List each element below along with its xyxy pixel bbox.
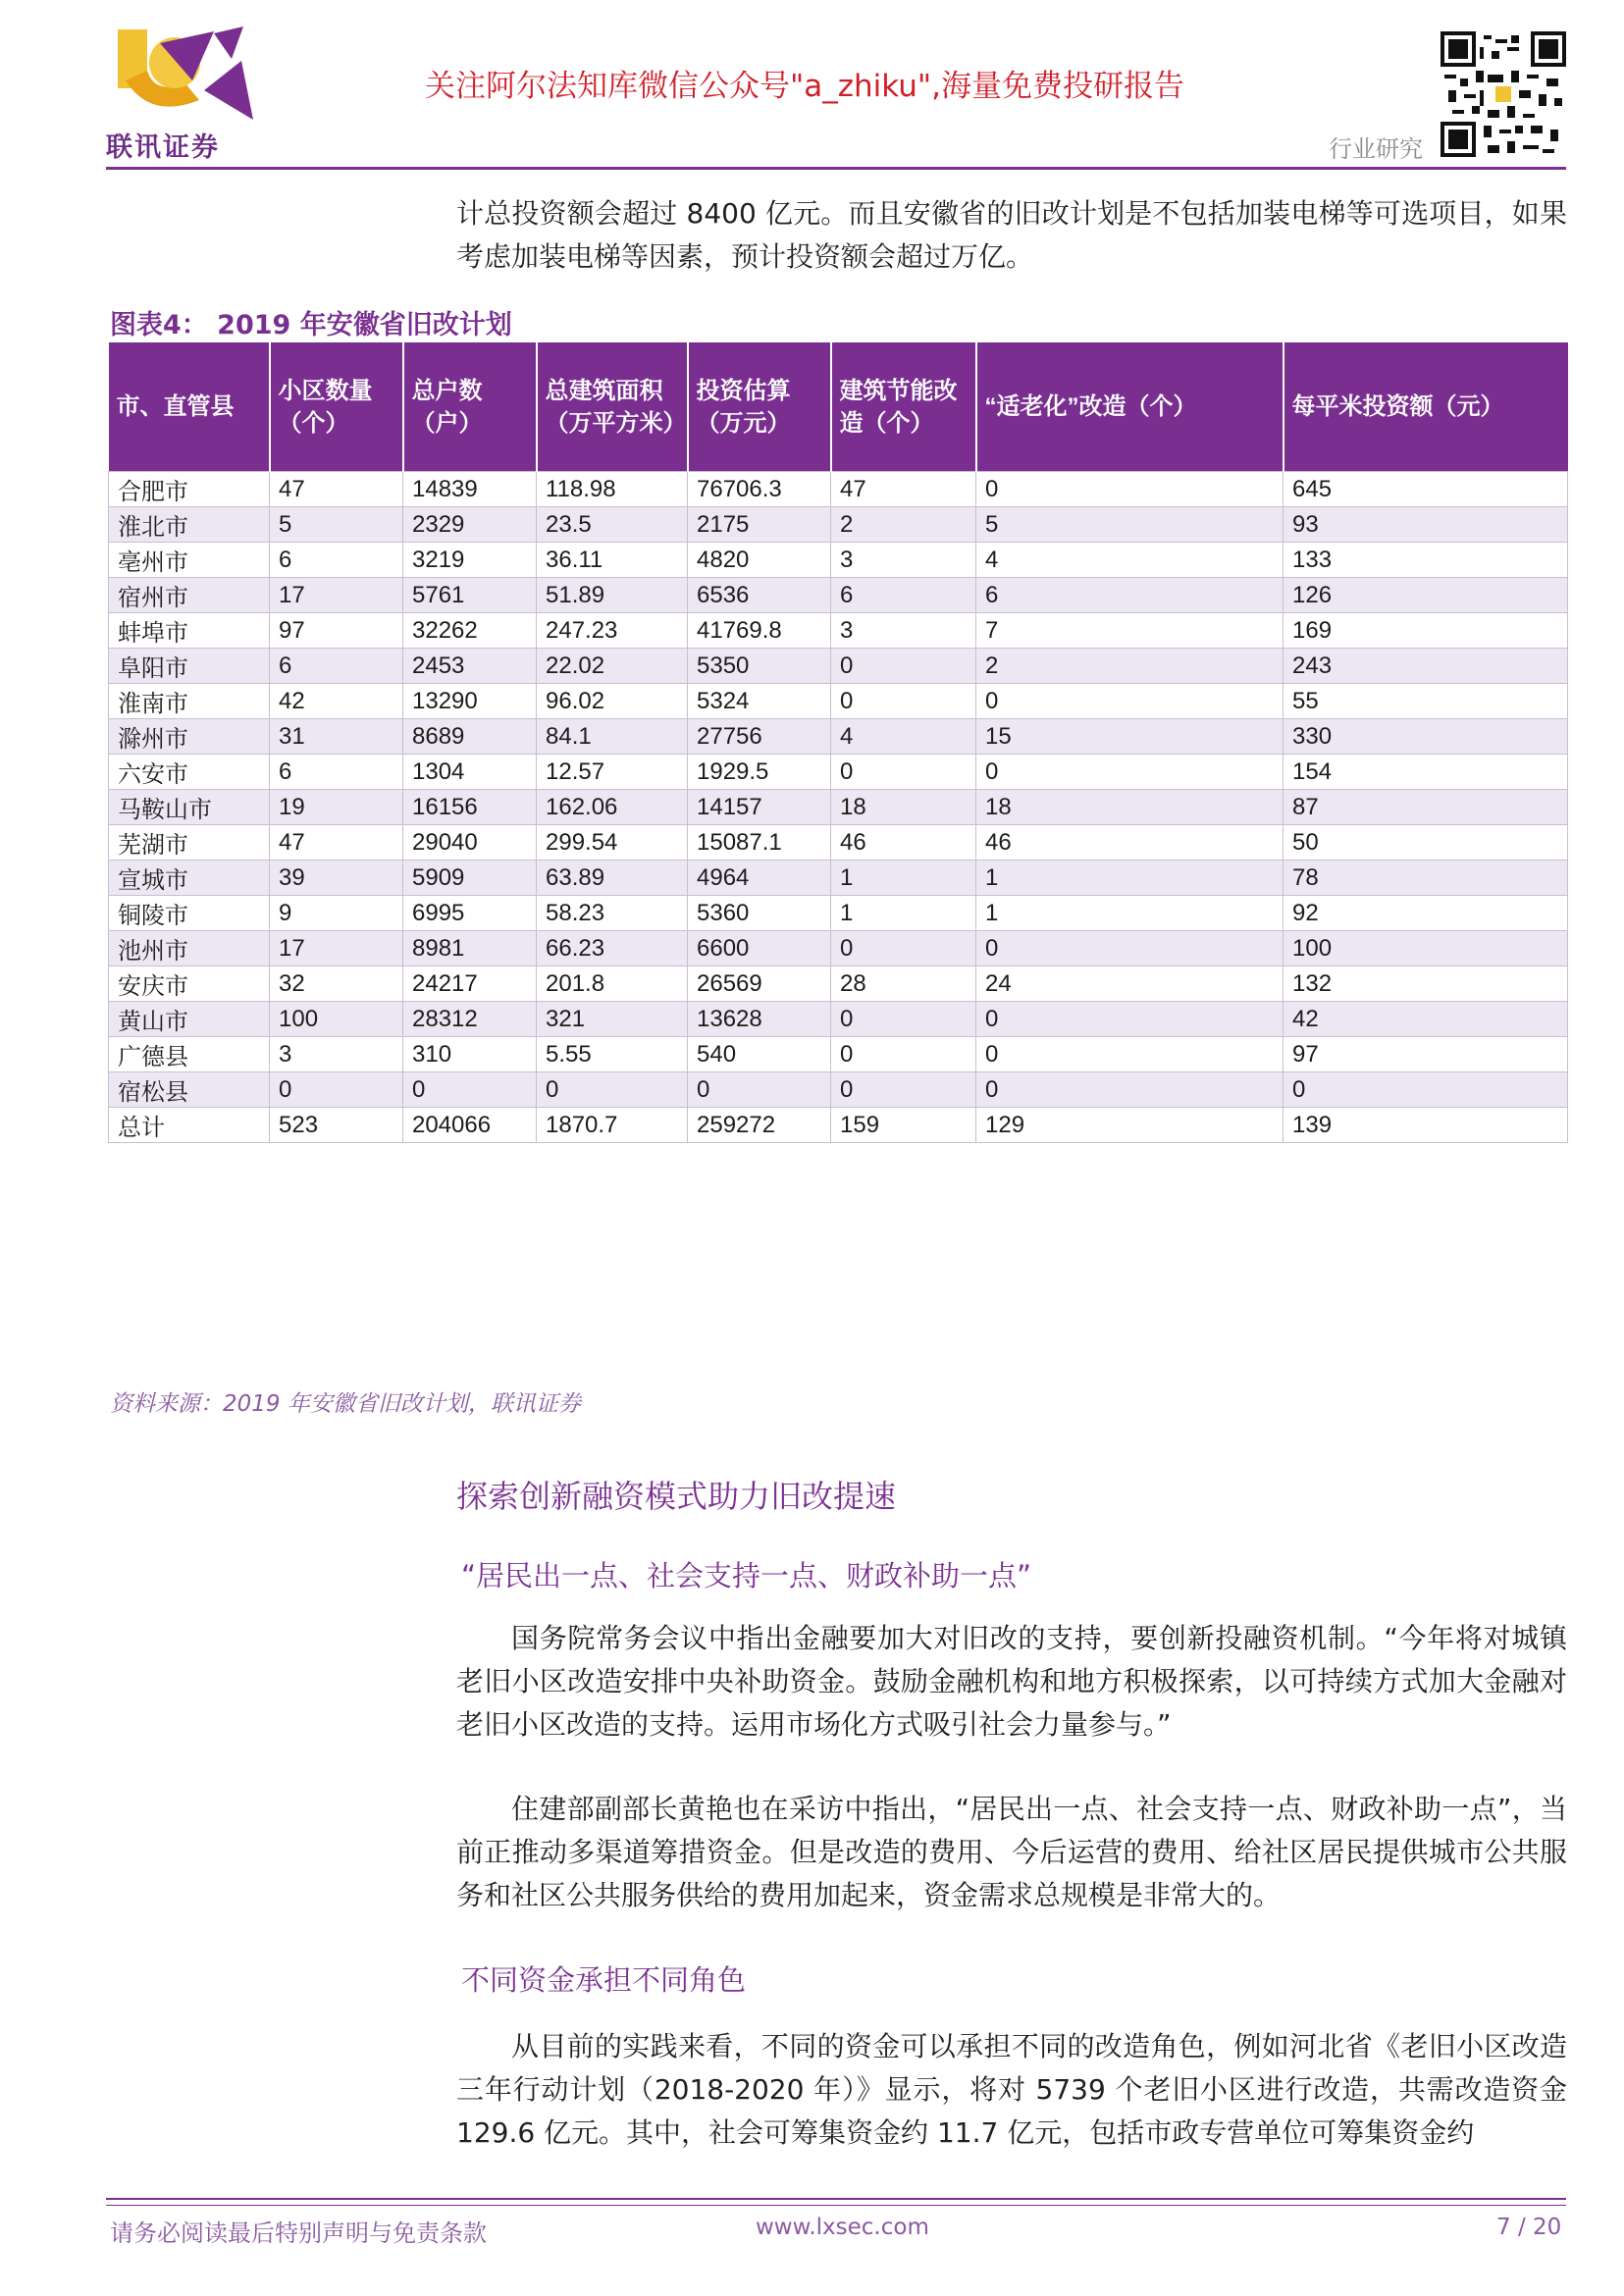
table-cell: 76706.3 — [688, 472, 831, 507]
table-cell: 马鞍山市 — [109, 790, 270, 825]
table-cell: 27756 — [688, 719, 831, 755]
table-cell: 162.06 — [537, 790, 688, 825]
table-cell: 14839 — [403, 472, 537, 507]
table-cell: 42 — [1283, 1002, 1568, 1037]
table-row — [109, 861, 1568, 896]
table-cell: 17 — [270, 931, 403, 966]
table-cell: 645 — [1283, 472, 1568, 507]
table-cell: 55 — [1283, 684, 1568, 719]
table-cell: 66.23 — [537, 931, 688, 966]
paragraph-3 — [456, 2025, 1567, 2155]
column-header: 建筑节能改造（个） — [831, 342, 976, 472]
table-cell: 32 — [270, 966, 403, 1002]
table-cell: 铜陵市 — [109, 896, 270, 931]
paragraph-1 — [456, 1617, 1567, 1747]
table-cell: 97 — [270, 613, 403, 649]
table-cell: 5324 — [688, 684, 831, 719]
table-cell: 96.02 — [537, 684, 688, 719]
paragraph-2-text: 住建部副部长黄艳也在采访中指出，“居民出一点、社会支持一点、财政补助一点”，当前正推动多渠道筹措资金。但是改造的费用、今后运营的费用、给社区居民提供城市公共服务和社区公共服务供给的费用加起来，资金需求总规模是非常大的。 — [456, 1793, 1567, 1911]
table-cell: 126 — [1283, 578, 1568, 613]
table-cell: 宿松县 — [109, 1072, 270, 1108]
table-cell: 24217 — [403, 966, 537, 1002]
table-cell: 0 — [831, 755, 976, 790]
table-cell: 321 — [537, 1002, 688, 1037]
table-cell: 芜湖市 — [109, 825, 270, 861]
table-cell: 6600 — [688, 931, 831, 966]
website-link[interactable]: www.lxsec.com — [756, 2215, 929, 2240]
renovation-plan-table — [108, 342, 1568, 1143]
report-category: 行业研究 — [1329, 135, 1423, 163]
table-cell: 154 — [1283, 755, 1568, 790]
table-cell: 0 — [270, 1072, 403, 1108]
table-cell: 蚌埠市 — [109, 613, 270, 649]
table-cell: 201.8 — [537, 966, 688, 1002]
table-row — [109, 755, 1568, 790]
table-cell: 5350 — [688, 649, 831, 684]
logo-text: 联讯证券 — [106, 132, 220, 163]
intro-text: 计总投资额会超过 8400 亿元。而且安徽省的旧改计划是不包括加装电梯等可选项目，如果考虑加装电梯等因素，预计投资额会超过万亿。 — [456, 197, 1567, 273]
column-header: “适老化”改造（个） — [976, 342, 1283, 472]
table-cell: 0 — [831, 1002, 976, 1037]
table-cell: 4964 — [688, 861, 831, 896]
table-cell: 5 — [270, 507, 403, 543]
table-cell: 广德县 — [109, 1037, 270, 1072]
table-cell: 6 — [270, 755, 403, 790]
table-row — [109, 613, 1568, 649]
table-cell: 安庆市 — [109, 966, 270, 1002]
table-cell: 31 — [270, 719, 403, 755]
table-cell: 24 — [976, 966, 1283, 1002]
table-cell: 523 — [270, 1108, 403, 1143]
table-row — [109, 966, 1568, 1002]
table-cell: 2329 — [403, 507, 537, 543]
table-cell: 169 — [1283, 613, 1568, 649]
table-cell: 2 — [976, 649, 1283, 684]
table-cell: 0 — [537, 1072, 688, 1108]
table-cell: 0 — [1283, 1072, 1568, 1108]
table-cell: 19 — [270, 790, 403, 825]
table-cell: 阜阳市 — [109, 649, 270, 684]
table-cell: 51.89 — [537, 578, 688, 613]
table-cell: 0 — [976, 684, 1283, 719]
table-cell: 47 — [831, 472, 976, 507]
column-header: 总建筑面积（万平方米） — [537, 342, 688, 472]
table-cell: 28 — [831, 966, 976, 1002]
table-cell: 0 — [976, 1002, 1283, 1037]
table-cell: 540 — [688, 1037, 831, 1072]
table-cell: 63.89 — [537, 861, 688, 896]
table-cell: 12.57 — [537, 755, 688, 790]
table-row — [109, 1108, 1568, 1143]
table-cell: 0 — [688, 1072, 831, 1108]
header-divider — [106, 167, 1566, 170]
figure-title: 图表4： 2019 年安徽省旧改计划 — [110, 310, 512, 340]
table-cell: 5360 — [688, 896, 831, 931]
table-cell: 132 — [1283, 966, 1568, 1002]
table-cell: 84.1 — [537, 719, 688, 755]
table-cell: 78 — [1283, 861, 1568, 896]
table-cell: 46 — [976, 825, 1283, 861]
table-cell: 1 — [976, 861, 1283, 896]
table-cell: 淮南市 — [109, 684, 270, 719]
table-cell: 5.55 — [537, 1037, 688, 1072]
table-cell: 3219 — [403, 543, 537, 578]
table-cell: 46 — [831, 825, 976, 861]
table-row — [109, 719, 1568, 755]
table-cell: 5761 — [403, 578, 537, 613]
table-cell: 6 — [831, 578, 976, 613]
table-cell: 93 — [1283, 507, 1568, 543]
column-header: 投资估算（万元） — [688, 342, 831, 472]
table-cell: 36.11 — [537, 543, 688, 578]
subsection-heading-1: “居民出一点、社会支持一点、财政补助一点” — [461, 1559, 1032, 1592]
table-cell: 243 — [1283, 649, 1568, 684]
table-cell: 92 — [1283, 896, 1568, 931]
table-cell: 18 — [831, 790, 976, 825]
column-header: 市、直管县 — [109, 342, 270, 472]
table-cell: 1 — [976, 896, 1283, 931]
table-row — [109, 825, 1568, 861]
table-cell: 13628 — [688, 1002, 831, 1037]
table-row — [109, 684, 1568, 719]
column-header: 每平米投资额（元） — [1283, 342, 1568, 472]
intro-paragraph — [456, 192, 1567, 279]
table-cell: 3 — [831, 613, 976, 649]
qr-code-icon — [1441, 31, 1566, 157]
table-cell: 0 — [976, 1072, 1283, 1108]
disclaimer-link[interactable]: 请务必阅读最后特别声明与免责条款 — [110, 2219, 487, 2247]
table-cell: 0 — [976, 1037, 1283, 1072]
table-cell: 15087.1 — [688, 825, 831, 861]
table-cell: 26569 — [688, 966, 831, 1002]
table-row — [109, 896, 1568, 931]
table-cell: 4820 — [688, 543, 831, 578]
table-cell: 330 — [1283, 719, 1568, 755]
table-row — [109, 1072, 1568, 1108]
table-row — [109, 1002, 1568, 1037]
footer-divider-thin — [106, 2205, 1566, 2206]
table-cell: 六安市 — [109, 755, 270, 790]
table-row — [109, 649, 1568, 684]
table-cell: 13290 — [403, 684, 537, 719]
table-cell: 亳州市 — [109, 543, 270, 578]
column-header: 小区数量（个） — [270, 342, 403, 472]
table-cell: 6 — [270, 649, 403, 684]
table-cell: 0 — [831, 1037, 976, 1072]
table-cell: 23.5 — [537, 507, 688, 543]
table-cell: 滁州市 — [109, 719, 270, 755]
table-cell: 6995 — [403, 896, 537, 931]
table-cell: 0 — [976, 472, 1283, 507]
table-cell: 32262 — [403, 613, 537, 649]
table-cell: 18 — [976, 790, 1283, 825]
table-cell: 15 — [976, 719, 1283, 755]
table-cell: 22.02 — [537, 649, 688, 684]
table-cell: 8689 — [403, 719, 537, 755]
section-heading: 探索创新融资模式助力旧改提速 — [456, 1478, 897, 1515]
table-cell: 129 — [976, 1108, 1283, 1143]
table-cell: 0 — [976, 755, 1283, 790]
table-cell: 8981 — [403, 931, 537, 966]
table-cell: 6 — [976, 578, 1283, 613]
table-cell: 2 — [831, 507, 976, 543]
table-cell: 97 — [1283, 1037, 1568, 1072]
table-cell: 3 — [270, 1037, 403, 1072]
table-row — [109, 543, 1568, 578]
table-cell: 17 — [270, 578, 403, 613]
table-cell: 50 — [1283, 825, 1568, 861]
table-cell: 58.23 — [537, 896, 688, 931]
table-cell: 29040 — [403, 825, 537, 861]
table-cell: 28312 — [403, 1002, 537, 1037]
table-cell: 黄山市 — [109, 1002, 270, 1037]
table-cell: 87 — [1283, 790, 1568, 825]
table-header-row — [109, 342, 1568, 472]
table-cell: 41769.8 — [688, 613, 831, 649]
table-cell: 259272 — [688, 1108, 831, 1143]
table-cell: 1 — [831, 861, 976, 896]
table-row — [109, 507, 1568, 543]
table-row — [109, 472, 1568, 507]
table-cell: 299.54 — [537, 825, 688, 861]
table-cell: 0 — [831, 1072, 976, 1108]
table-cell: 5909 — [403, 861, 537, 896]
table-cell: 1 — [831, 896, 976, 931]
table-cell: 118.98 — [537, 472, 688, 507]
table-row — [109, 931, 1568, 966]
table-cell: 淮北市 — [109, 507, 270, 543]
table-cell: 5 — [976, 507, 1283, 543]
table-row — [109, 578, 1568, 613]
table-body — [109, 472, 1568, 1143]
paragraph-3-text: 从目前的实践来看，不同的资金可以承担不同的改造角色，例如河北省《老旧小区改造三年行动计划（2018-2020 年）》显示，将对 5739 个老旧小区进行改造，共需改造资金 129.6 亿元。其中，社会可筹集资金约 11.7 亿元，包括市政专营单位可筹集资金约 — [456, 2030, 1567, 2149]
table-cell: 7 — [976, 613, 1283, 649]
table-cell: 6 — [270, 543, 403, 578]
table-cell: 池州市 — [109, 931, 270, 966]
table-cell: 合肥市 — [109, 472, 270, 507]
table-cell: 1929.5 — [688, 755, 831, 790]
header-banner[interactable]: 关注阿尔法知库微信公众号"a_zhiku",海量免费投研报告 — [424, 69, 1185, 104]
figure-source: 资料来源：2019 年安徽省旧改计划，联讯证券 — [110, 1391, 581, 1417]
paragraph-1-text: 国务院常务会议中指出金融要加大对旧改的支持，要创新投融资机制。“今年将对城镇老旧小区改造安排中央补助资金。鼓励金融机构和地方积极探索，以可持续方式加大金融对老旧小区改造的支持。运用市场化方式吸引社会力量参与。” — [456, 1622, 1567, 1741]
table-cell: 0 — [976, 931, 1283, 966]
table-cell: 42 — [270, 684, 403, 719]
table-cell: 159 — [831, 1108, 976, 1143]
table-cell: 宿州市 — [109, 578, 270, 613]
table-cell: 47 — [270, 825, 403, 861]
table-cell: 133 — [1283, 543, 1568, 578]
table-cell: 100 — [270, 1002, 403, 1037]
table-cell: 9 — [270, 896, 403, 931]
table-cell: 1304 — [403, 755, 537, 790]
table-cell: 总计 — [109, 1108, 270, 1143]
table-cell: 0 — [831, 649, 976, 684]
table-cell: 4 — [831, 719, 976, 755]
table-cell: 310 — [403, 1037, 537, 1072]
table-cell: 0 — [831, 684, 976, 719]
table-cell: 247.23 — [537, 613, 688, 649]
table-cell: 2175 — [688, 507, 831, 543]
page-number: 7 / 20 — [1496, 2215, 1562, 2240]
table-cell: 6536 — [688, 578, 831, 613]
table-cell: 139 — [1283, 1108, 1568, 1143]
table-cell: 0 — [403, 1072, 537, 1108]
table-cell: 1870.7 — [537, 1108, 688, 1143]
table-cell: 100 — [1283, 931, 1568, 966]
table-cell: 204066 — [403, 1108, 537, 1143]
table-cell: 47 — [270, 472, 403, 507]
table-cell: 宣城市 — [109, 861, 270, 896]
table-cell: 0 — [831, 931, 976, 966]
table-cell: 14157 — [688, 790, 831, 825]
table-cell: 39 — [270, 861, 403, 896]
footer-divider — [106, 2198, 1566, 2200]
paragraph-2 — [456, 1788, 1567, 1917]
table-cell: 16156 — [403, 790, 537, 825]
column-header: 总户数（户） — [403, 342, 537, 472]
subsection-heading-2: 不同资金承担不同角色 — [461, 1963, 747, 1997]
table-cell: 4 — [976, 543, 1283, 578]
table-cell: 2453 — [403, 649, 537, 684]
table-row — [109, 1037, 1568, 1072]
table-cell: 3 — [831, 543, 976, 578]
table-row — [109, 790, 1568, 825]
